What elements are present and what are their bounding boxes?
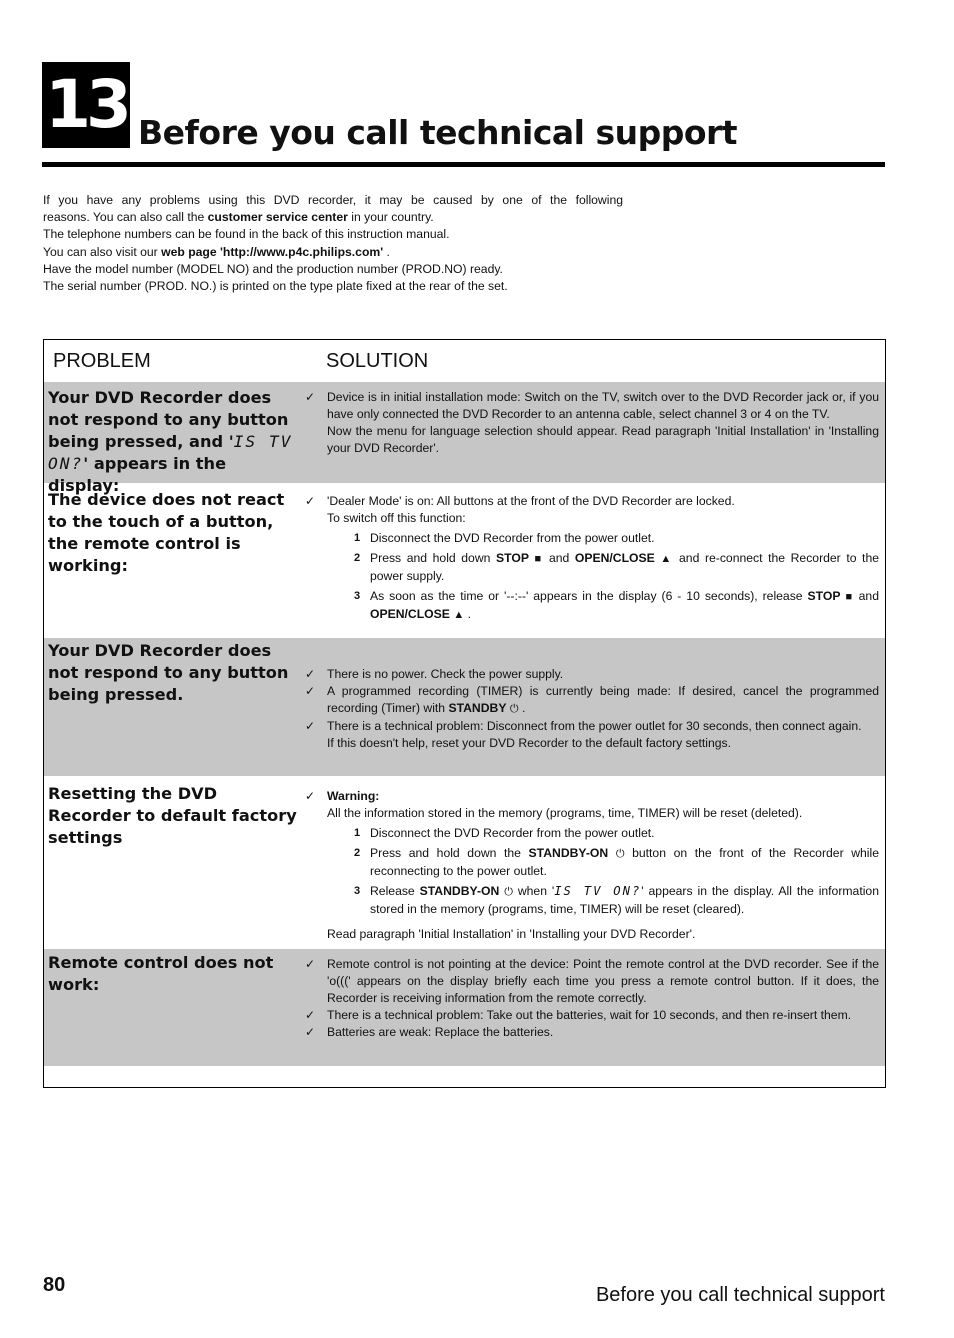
solution-span: There is no power. Check the power supply. [327,667,564,681]
step-number: 2 [354,552,361,564]
problem-text: The device does not react to the touch of a button, the remote control is working: [48,490,285,575]
solution-span: A programmed recording (TIMER) is currently being made: If desired, cancel the programmed recording (Timer) with [327,684,879,715]
solution-span: . [518,701,526,715]
stop-icon: ■ [845,591,854,603]
solution-text [305,956,879,1041]
standby-on-key-label: STANDBY-ON [419,884,500,898]
problem-header: PROBLEM [53,350,151,372]
solution-item [305,683,879,718]
check-icon: ✓ [305,957,316,971]
solution-item [305,1024,879,1041]
step-span: button on the front of the Recorder while reconnecting to the power outlet. [370,846,879,878]
check-icon: ✓ [305,1008,316,1022]
intro-line: The serial number (PROD. NO.) is printed on the type plate fixed at the rear of the set. [43,279,508,294]
check-icon: ✓ [305,667,316,681]
step-span: and [853,589,879,603]
step-span: Release [370,884,420,898]
solution-item: All the information stored in the memory (programs, time, TIMER) will be reset (deleted). [327,806,803,820]
page-number: 80 [43,1274,66,1296]
problem-span: ' appears in the display: [48,454,227,495]
step-span: Press and hold down the [370,846,529,860]
step-number: 3 [354,590,361,602]
step-number: 1 [354,827,361,839]
solution-item: Read paragraph 'Initial Installation' in 'Installing your DVD Recorder'. [327,927,696,941]
problem-span: Your DVD Recorder does not respond to any button being pressed, and ' [48,388,289,451]
step-span: ' appears in the display. All the information stored in the memory (programs, time, TIMER) will be reset (cleared). [370,884,879,916]
solution-item: If this doesn't help, reset your DVD Recorder to the default factory settings. [327,736,732,750]
troubleshooting-table [43,339,886,1088]
stop-icon: ■ [534,553,544,565]
intro-text-span: . [383,244,390,259]
solution-header: SOLUTION [326,350,429,372]
step-number: 3 [354,885,361,897]
step-span: and [543,551,575,565]
problem-text: Your DVD Recorder does not respond to any button being pressed. [48,641,289,704]
lcd-display-text: IS TV ON? [554,884,642,898]
step-text [370,550,879,585]
step-number: 2 [354,847,361,859]
solution-item [305,389,879,423]
step-item [316,845,879,880]
step-span: and re-connect the Recorder to the power supply. [370,551,880,583]
check-icon: ✓ [305,684,316,698]
problem-text: Remote control does not work: [48,953,274,994]
step-number: 1 [354,532,361,544]
eject-icon: ▲ [660,553,674,565]
solution-text [305,493,880,627]
standby-on-key-label: STANDBY-ON [528,846,609,860]
table-row [44,949,885,1066]
check-icon: ✓ [305,390,316,404]
stop-key-label: STOP [495,551,529,565]
table-row [44,483,885,638]
intro-line: The telephone numbers can be found in the back of this instruction manual. [43,227,450,242]
solution-span: Remote control is not pointing at the device: Point the remote control at the DVD recorder. See if the 'o(((' appears on the display briefly each time you press a remote control button. If it does, the Recorder is receiving information from the remote correctly. [327,957,879,1005]
solution-item [305,718,879,735]
standby-key-label: STANDBY [448,701,507,715]
intro-line [43,209,623,226]
lcd-display-text: IS TV ON? [48,432,293,473]
power-icon: ⏻ [504,886,513,898]
check-icon: ✓ [305,719,316,733]
intro-text-span: reasons. You can also call the [43,210,208,225]
solution-item [305,666,879,683]
problem-text [48,387,298,497]
warning-label: Warning: [327,789,380,803]
solution-item [305,956,879,1007]
solution-item [305,493,879,510]
step-item [316,825,879,842]
intro-line [43,244,623,261]
customer-service-center: customer service center [207,210,348,225]
intro-line: If you have any problems using this DVD recorder, it may be caused by one of the following [43,193,623,207]
step-item [316,530,879,547]
step-text [370,588,879,624]
solution-text [305,389,879,457]
step-text: Disconnect the DVD Recorder from the power outlet. [370,826,655,840]
step-item [316,588,879,624]
table-row [44,776,885,949]
table-row [44,638,885,776]
check-icon: ✓ [305,494,316,508]
intro-line: Have the model number (MODEL NO) and the production number (PROD.NO) ready. [43,261,503,276]
step-item [316,550,879,585]
step-span: . [464,607,471,621]
solution-text [305,666,879,752]
step-span: when ' [512,884,555,898]
step-text [370,883,879,918]
intro-text-span: in your country. [347,210,434,225]
power-icon: ⏻ [509,703,519,715]
problem-text: Resetting the DVD Recorder to default factory settings [48,784,297,847]
solution-span: Batteries are weak: Replace the batteries. [327,1025,554,1039]
footer-title: Before you call technical support [595,1284,885,1306]
table-row [44,382,885,495]
open-close-key-label: OPEN/CLOSE [370,607,450,621]
web-page-link[interactable]: web page 'http://www.p4c.philips.com' [161,244,384,259]
step-text: Disconnect the DVD Recorder from the power outlet. [370,531,655,545]
step-span: Press and hold down [370,551,496,565]
page-title: Before you call technical support [138,113,738,152]
stop-key-label: STOP [807,589,841,603]
chapter-number: 13 [42,62,130,148]
step-item [316,883,879,918]
solution-item: To switch off this function: [327,511,466,525]
solution-span: There is a technical problem: Disconnect from the power outlet for 30 seconds, then connect again. [327,719,862,733]
solution-span: There is a technical problem: Take out the batteries, wait for 10 seconds, and then re-insert them. [327,1008,852,1022]
step-text [370,845,879,880]
open-close-key-label: OPEN/CLOSE [574,551,655,565]
solution-span: Device is in initial installation mode: Switch on the TV, switch over to the DVD Recorder jack or, if you have only connected the DVD Recorder to an antenna cable, select channel 3 or 4 on the TV. [327,390,879,421]
title-divider [42,162,885,167]
solution-item [305,788,879,805]
step-span: As soon as the time or '--:--' appears in the display (6 - 10 seconds), release [370,589,808,603]
solution-item: Now the menu for language selection should appear. Read paragraph 'Initial Installation' in 'Installing your DVD Recorder'. [327,424,879,455]
intro-text-span: You can also visit our [43,244,162,259]
solution-span: 'Dealer Mode' is on: All buttons at the front of the DVD Recorder are locked. [327,494,735,508]
check-icon: ✓ [305,789,316,803]
eject-icon: ▲ [453,609,465,621]
solution-text [305,788,879,943]
intro-text [43,192,623,295]
check-icon: ✓ [305,1025,316,1039]
solution-item [305,1007,879,1024]
power-icon: ⏻ [615,848,625,860]
